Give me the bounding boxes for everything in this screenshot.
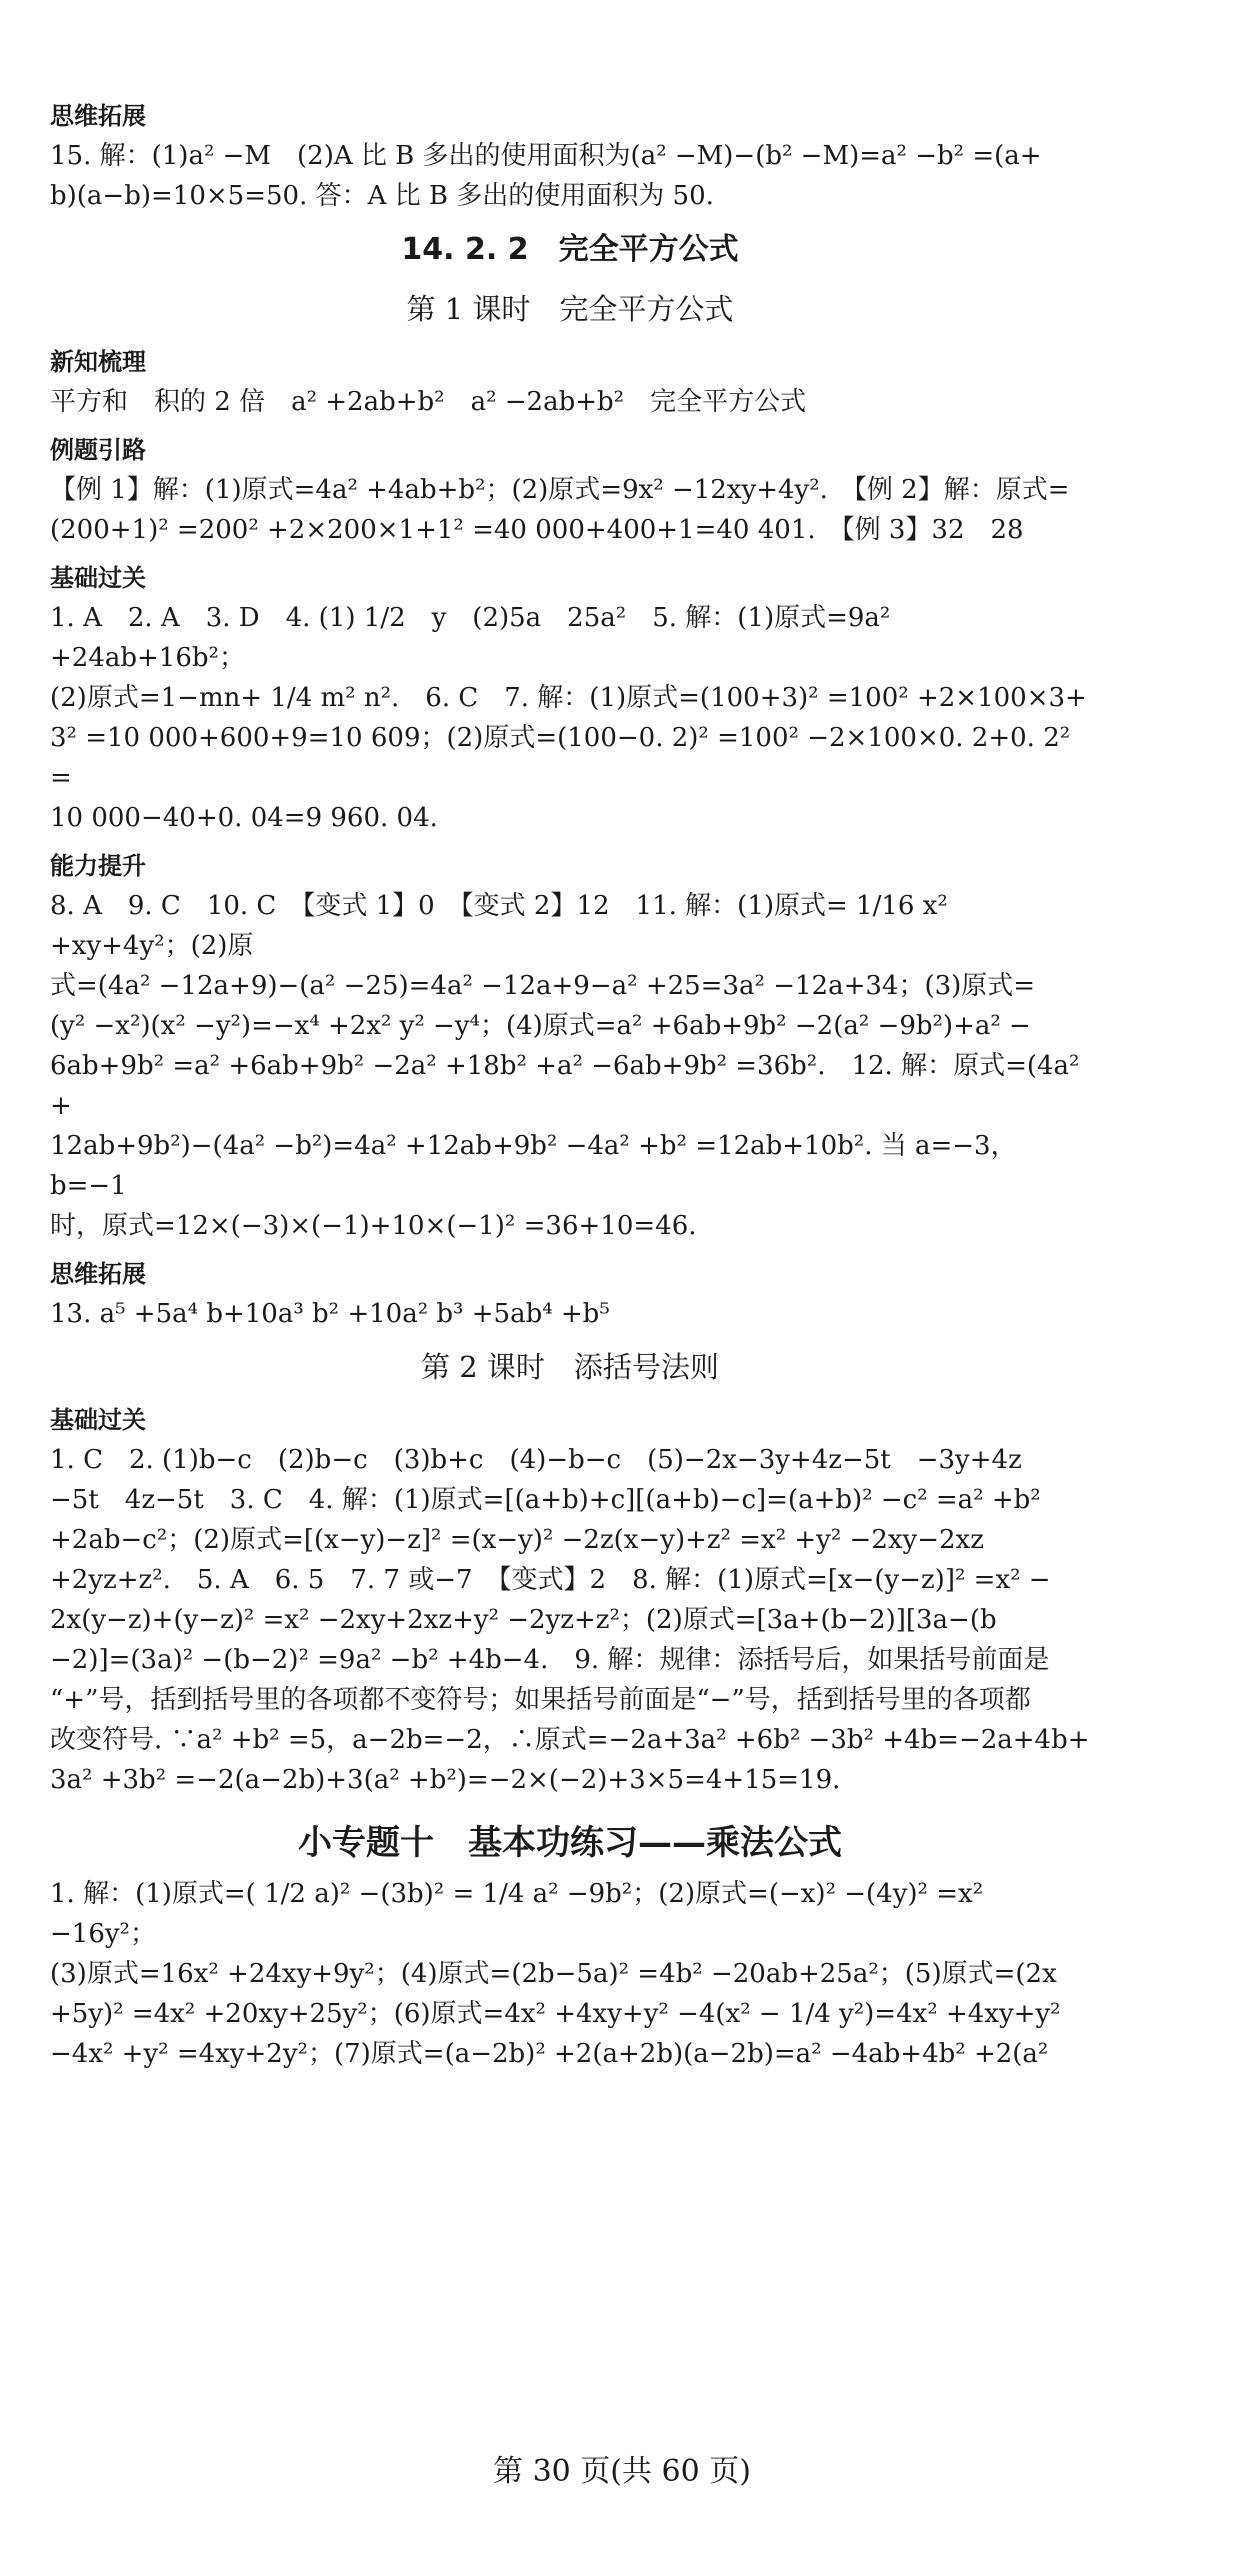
text-line: 平方和 积的 2 倍 a² +2ab+b² a² −2ab+b² 完全平方公式 <box>50 387 807 417</box>
text-line: −5t 4z−5t 3. C 4. 解：(1)原式=[(a+b)+c][(a+b)−c]=(a+b)² −c² =a² +b² <box>50 1485 1041 1515</box>
text-line: 1. 解：(1)原式=( 1/2 a)² −(3b)² = 1/4 a² −9b²；(2)原式=(−x)² −(4y)² =x² −16y²； <box>50 1879 992 1949</box>
text-line: 15. 解：(1)a² −M (2)A 比 B 多出的使用面积为(a² −M)−(b² −M)=a² −b² =(a+ <box>50 141 1042 171</box>
text-line: +5y)² =4x² +20xy+25y²；(6)原式=4x² +4xy+y² −4(x² − 1/4 y²)=4x² +4xy+y² <box>50 1999 1061 2029</box>
text-line: 1. C 2. (1)b−c (2)b−c (3)b+c (4)−b−c (5)−2x−3y+4z−5t −3y+4z <box>50 1445 1022 1475</box>
text-line: (y² −x²)(x² −y²)=−x⁴ +2x² y² −y⁴；(4)原式=a² +6ab+9b² −2(a² −9b²)+a² − <box>50 1011 1031 1041</box>
text-line: (3)原式=16x² +24xy+9y²；(4)原式=(2b−5a)² =4b² −20ab+25a²；(5)原式=(2x <box>50 1959 1057 1989</box>
section-heading: 新知梳理 <box>50 348 146 376</box>
text-line: 时，原式=12×(−3)×(−1)+10×(−1)² =36+10=46. <box>50 1211 697 1241</box>
text-line: 6ab+9b² =a² +6ab+9b² −2a² +18b² +a² −6ab+9b² =36b². 12. 解：原式=(4a² + <box>50 1051 1088 1121</box>
lesson-title: 第 2 课时 添括号法则 <box>421 1350 719 1384</box>
text-line: 2x(y−z)+(y−z)² =x² −2xy+2xz+y² −2yz+z²；(2)原式=[3a+(b−2)][3a−(b <box>50 1605 997 1635</box>
text-line: 8. A 9. C 10. C 【变式 1】0 【变式 2】12 11. 解：(1)原式= 1/16 x² +xy+4y²；(2)原 <box>50 891 957 961</box>
section-heading: 思维拓展 <box>50 1260 146 1288</box>
lesson-title: 第 1 课时 完全平方公式 <box>406 292 734 326</box>
text-line: 3² =10 000+600+9=10 609；(2)原式=(100−0. 2)² =100² −2×100×0. 2+0. 2² = <box>50 723 1079 793</box>
text-line: b)(a−b)=10×5=50. 答：A 比 B 多出的使用面积为 50. <box>50 181 714 211</box>
text-line: 改变符号. ∵a² +b² =5，a−2b=−2，∴原式=−2a+3a² +6b² −3b² +4b=−2a+4b+ <box>50 1725 1090 1755</box>
text-line: +2ab−c²；(2)原式=[(x−y)−z]² =(x−y)² −2z(x−y)+z² =x² +y² −2xy−2xz <box>50 1525 984 1555</box>
text-line: 10 000−40+0. 04=9 960. 04. <box>50 803 438 833</box>
section-heading: 基础过关 <box>50 1406 146 1434</box>
text-line: −4x² +y² =4xy+2y²；(7)原式=(a−2b)² +2(a+2b)(a−2b)=a² −4ab+4b² +2(a² <box>50 2039 1049 2069</box>
text-line: 【例 1】解：(1)原式=4a² +4ab+b²；(2)原式=9x² −12xy+4y². 【例 2】解：原式= <box>50 475 1070 505</box>
text-line: +2yz+z². 5. A 6. 5 7. 7 或−7 【变式】2 8. 解：(1)原式=[x−(y−z)]² =x² − <box>50 1565 1051 1595</box>
text-line: 3a² +3b² =−2(a−2b)+3(a² +b²)=−2×(−2)+3×5=4+15=19. <box>50 1765 841 1795</box>
section-heading: 能力提升 <box>50 852 146 880</box>
text-line: 1. A 2. A 3. D 4. (1) 1/2 y (2)5a 25a² 5. 解：(1)原式=9a² +24ab+16b²； <box>50 603 899 673</box>
text-line: −2)]=(3a)² −(b−2)² =9a² −b² +4b−4. 9. 解：规律：添括号后，如果括号前面是 <box>50 1645 1050 1675</box>
text-line: 13. a⁵ +5a⁴ b+10a³ b² +10a² b³ +5ab⁴ +b⁵ <box>50 1299 610 1329</box>
text-line: “+”号，括到括号里的各项都不变符号；如果括号前面是“−”号，括到括号里的各项都 <box>50 1685 1031 1715</box>
text-line: (200+1)² =200² +2×200×1+1² =40 000+400+1=40 401. 【例 3】32 28 <box>50 515 1024 545</box>
topic-title: 小专题十 基本功练习——乘法公式 <box>298 1823 842 1863</box>
page-footer: 第 30 页(共 60 页) <box>493 2454 751 2489</box>
chapter-title: 14. 2. 2 完全平方公式 <box>401 232 739 267</box>
text-line: (2)原式=1−mn+ 1/4 m² n². 6. C 7. 解：(1)原式=(100+3)² =100² +2×100×3+ <box>50 683 1087 713</box>
section-heading: 例题引路 <box>50 436 146 464</box>
text-line: 式=(4a² −12a+9)−(a² −25)=4a² −12a+9−a² +25=3a² −12a+34；(3)原式= <box>50 971 1036 1001</box>
answer-page <box>50 96 1090 2074</box>
section-heading: 思维拓展 <box>50 102 146 130</box>
section-heading: 基础过关 <box>50 564 146 592</box>
text-line: 12ab+9b²)−(4a² −b²)=4a² +12ab+9b² −4a² +b² =12ab+10b². 当 a=−3，b=−1 <box>50 1131 1017 1201</box>
